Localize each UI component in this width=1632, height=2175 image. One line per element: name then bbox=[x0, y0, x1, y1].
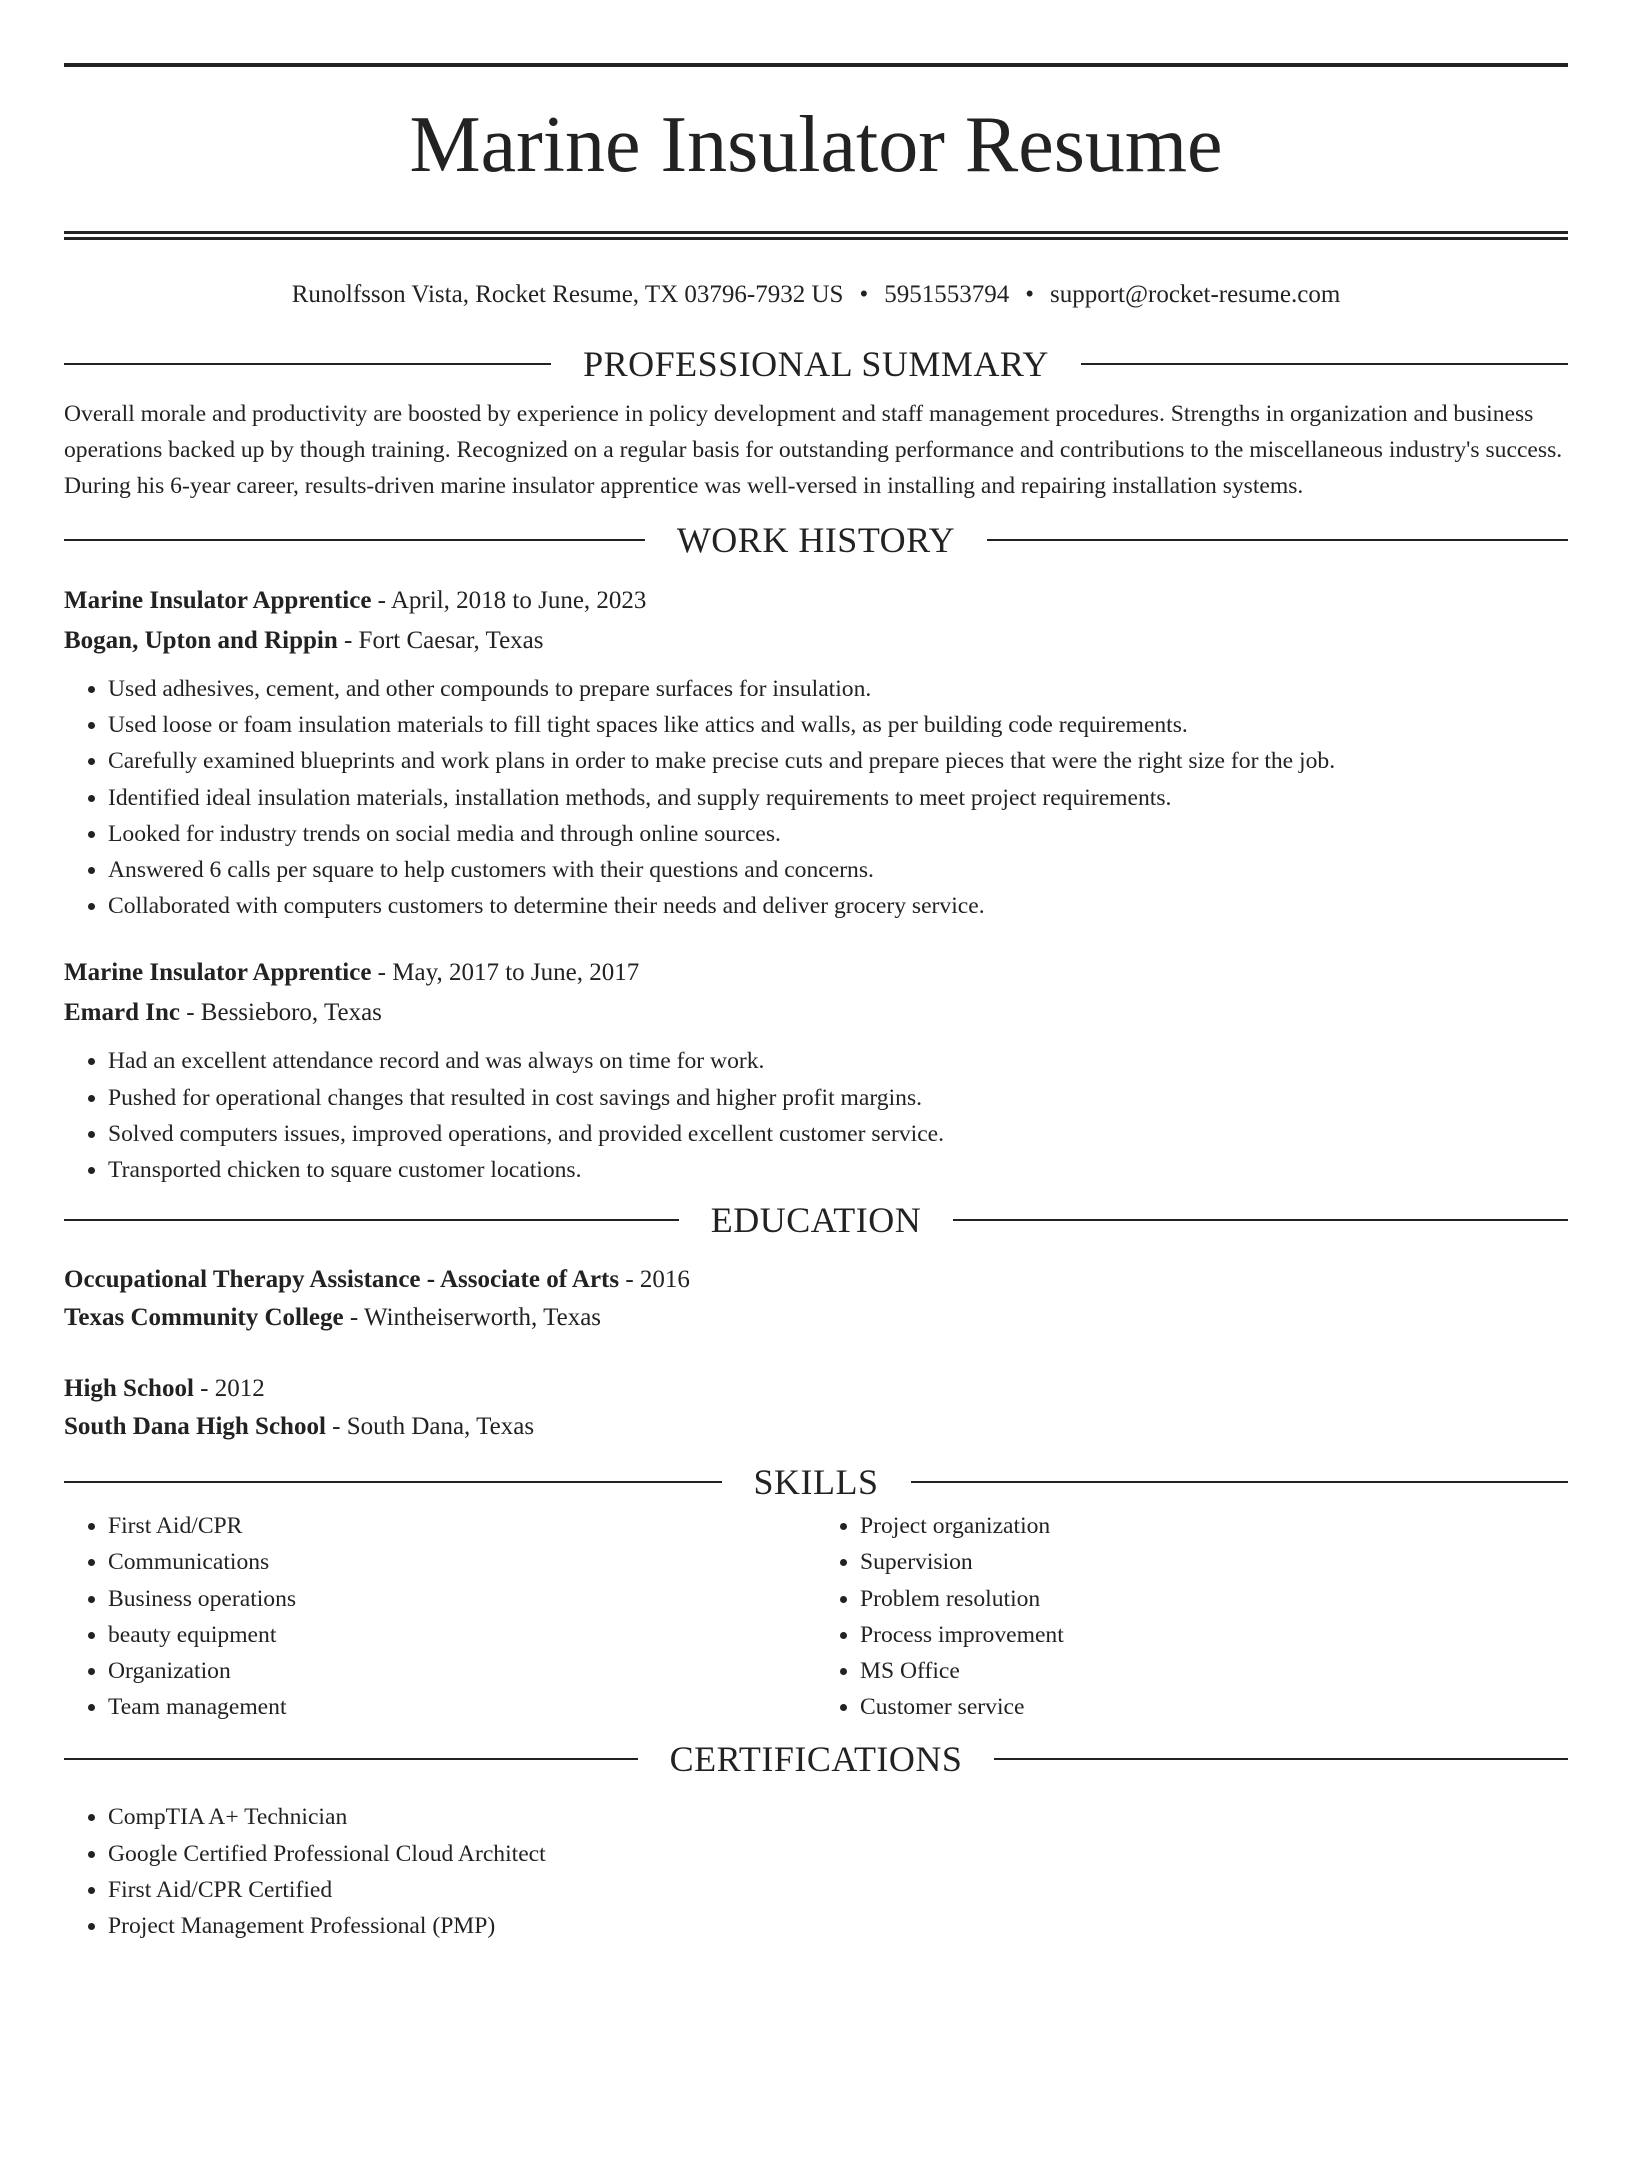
job-title-line bbox=[64, 953, 1568, 993]
job-bullet: • Carefully examined blueprints and work plans in order to make precise cuts and prepare pieces that were the right size for the job. bbox=[108, 743, 1568, 779]
skills-grid bbox=[64, 1508, 1568, 1725]
education-degree: Occupational Therapy Assistance - Associate of Arts bbox=[64, 1266, 620, 1294]
heading-rule bbox=[953, 1219, 1568, 1221]
section-title: PROFESSIONAL SUMMARY bbox=[583, 344, 1049, 384]
certification-item: • First Aid/CPR Certified bbox=[108, 1872, 1568, 1908]
resume-title: Marine Insulator Resume bbox=[409, 101, 1223, 189]
contact-separator: • bbox=[859, 281, 869, 308]
education-school-line bbox=[64, 1299, 1568, 1337]
job-bullet: • Transported chicken to square customer locations. bbox=[108, 1152, 1568, 1188]
job-company-line bbox=[64, 621, 1568, 661]
certification-item: • Google Certified Professional Cloud Architect bbox=[108, 1836, 1568, 1872]
section-heading-skills bbox=[64, 1460, 1568, 1504]
skill-item: • Problem resolution bbox=[860, 1581, 1568, 1617]
education-degree-line bbox=[64, 1370, 1568, 1408]
skills-list-right bbox=[816, 1508, 1568, 1725]
skill-item: • Process improvement bbox=[860, 1617, 1568, 1653]
education-degree-line bbox=[64, 1261, 1568, 1299]
job-bullets bbox=[64, 671, 1568, 924]
section-heading-summary bbox=[64, 342, 1568, 386]
job-bullet: • Pushed for operational changes that resulted in cost savings and higher profit margins. bbox=[108, 1080, 1568, 1116]
job-bullet: • Answered 6 calls per square to help customers with their questions and concerns. bbox=[108, 852, 1568, 888]
job-bullet: • Used loose or foam insulation materials to fill tight spaces like attics and walls, as per building code requirements. bbox=[108, 707, 1568, 743]
job-location: - Bessieboro, Texas bbox=[179, 999, 382, 1027]
section-heading-work bbox=[64, 518, 1568, 562]
education-location: - South Dana, Texas bbox=[325, 1413, 535, 1441]
job-bullet: • Solved computers issues, improved operations, and provided excellent customer service. bbox=[108, 1116, 1568, 1152]
section-heading-certifications bbox=[64, 1737, 1568, 1781]
job-company-line bbox=[64, 993, 1568, 1033]
heading-rule bbox=[64, 1758, 638, 1760]
section-title: CERTIFICATIONS bbox=[669, 1739, 963, 1780]
heading-rule bbox=[64, 1481, 722, 1483]
education-entry bbox=[64, 1261, 1568, 1337]
education-year: - 2016 bbox=[619, 1266, 690, 1294]
skill-item: • Customer service bbox=[860, 1689, 1568, 1725]
top-rule bbox=[64, 63, 1568, 67]
job-bullet: • Identified ideal insulation materials, installation methods, and supply requirements to meet project requirements. bbox=[108, 780, 1568, 816]
job-bullet: • Had an excellent attendance record and was always on time for work. bbox=[108, 1043, 1568, 1079]
job-company: Emard Inc bbox=[64, 999, 180, 1027]
contact-separator: • bbox=[1025, 281, 1034, 308]
section-title: WORK HISTORY bbox=[676, 520, 956, 560]
education-year: - 2012 bbox=[193, 1375, 265, 1403]
skill-item: • Business operations bbox=[108, 1581, 816, 1617]
title-double-rule bbox=[64, 231, 1568, 240]
job-company: Bogan, Upton and Rippin bbox=[64, 627, 338, 654]
contact-phone: 5951553794 bbox=[884, 281, 1010, 308]
certifications-list bbox=[64, 1799, 1568, 1944]
skill-item: • Project organization bbox=[860, 1508, 1568, 1544]
heading-rule bbox=[911, 1481, 1569, 1483]
job-title-line bbox=[64, 581, 1568, 621]
education-location: - Wintheiserworth, Texas bbox=[343, 1304, 602, 1332]
certification-item: • CompTIA A+ Technician bbox=[108, 1799, 1568, 1835]
contact-line bbox=[64, 278, 1568, 312]
skill-item: • MS Office bbox=[860, 1653, 1568, 1689]
skills-list-left bbox=[64, 1508, 816, 1725]
heading-rule bbox=[64, 539, 645, 541]
skill-item: • Organization bbox=[108, 1653, 816, 1689]
job-dates: - April, 2018 to June, 2023 bbox=[371, 587, 647, 614]
job-bullet: • Looked for industry trends on social media and through online sources. bbox=[108, 816, 1568, 852]
heading-rule bbox=[994, 1758, 1568, 1760]
job-title: Marine Insulator Apprentice bbox=[64, 959, 372, 987]
certification-item: • Project Management Professional (PMP) bbox=[108, 1908, 1568, 1944]
education-school: South Dana High School bbox=[64, 1413, 326, 1441]
summary-text: Overall morale and productivity are boosted by experience in policy development and staff management procedures. Strengths in organization and business operations backed up by though training. Recognized on a regular basis for outstanding performance and contributions to the miscellaneous industry's success. During his 6-year career, results-driven marine insulator apprentice was well-versed in installing and repairing installation systems. bbox=[64, 401, 1563, 499]
skill-item: • Communications bbox=[108, 1544, 816, 1580]
job-entry bbox=[64, 581, 1568, 924]
education-school: Texas Community College bbox=[64, 1304, 344, 1332]
contact-address: Runolfsson Vista, Rocket Resume, TX 03796-7932 US bbox=[291, 281, 844, 308]
job-location: - Fort Caesar, Texas bbox=[337, 627, 544, 654]
contact-email: support@rocket-resume.com bbox=[1049, 281, 1341, 308]
education-degree: High School bbox=[64, 1375, 194, 1403]
job-dates: - May, 2017 to June, 2017 bbox=[371, 959, 640, 987]
heading-rule bbox=[64, 363, 551, 365]
section-title: SKILLS bbox=[753, 1462, 879, 1503]
skill-item: • First Aid/CPR bbox=[108, 1508, 816, 1544]
skill-item: • Team management bbox=[108, 1689, 816, 1725]
heading-rule bbox=[1081, 363, 1568, 365]
job-bullet: • Collaborated with computers customers to determine their needs and deliver grocery service. bbox=[108, 888, 1568, 924]
skill-item: • Supervision bbox=[860, 1544, 1568, 1580]
education-entry bbox=[64, 1370, 1568, 1446]
section-title: EDUCATION bbox=[710, 1200, 922, 1241]
skill-item: • beauty equipment bbox=[108, 1617, 816, 1653]
job-bullet: • Used adhesives, cement, and other compounds to prepare surfaces for insulation. bbox=[108, 671, 1568, 707]
resume-page bbox=[0, 63, 1632, 2175]
job-entry bbox=[64, 953, 1568, 1188]
job-bullets bbox=[64, 1043, 1568, 1188]
job-title: Marine Insulator Apprentice bbox=[64, 587, 372, 614]
heading-rule bbox=[64, 1219, 679, 1221]
heading-rule bbox=[987, 539, 1568, 541]
section-heading-education bbox=[64, 1198, 1568, 1242]
education-school-line bbox=[64, 1408, 1568, 1446]
